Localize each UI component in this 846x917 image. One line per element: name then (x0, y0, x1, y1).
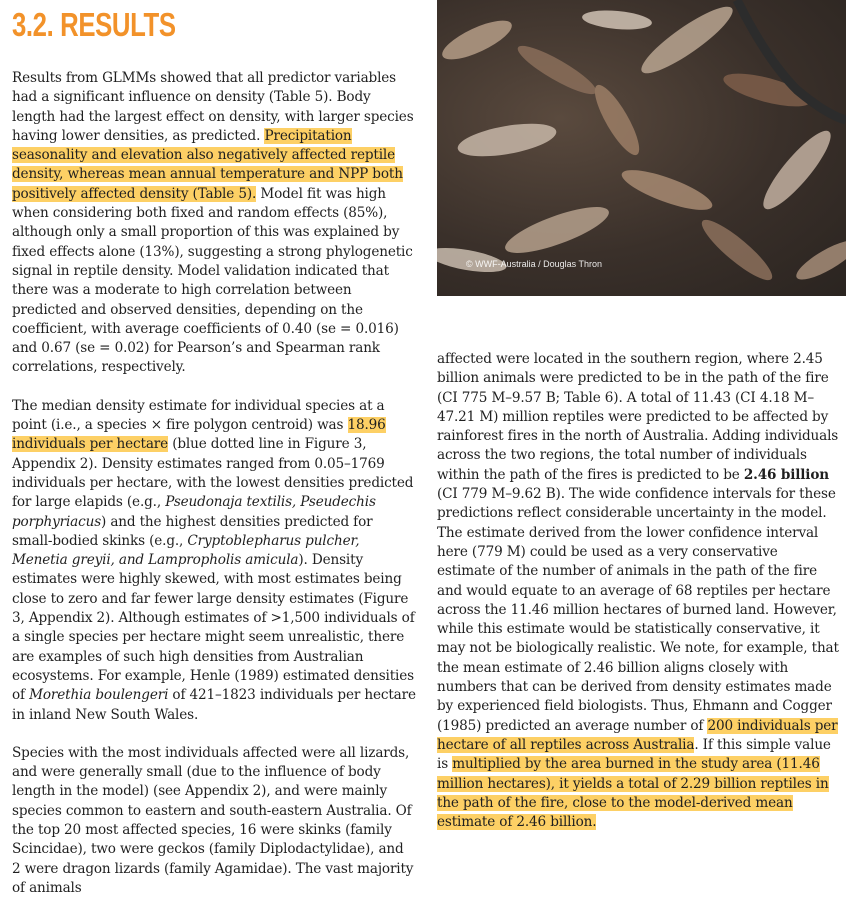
paragraph-regional-totals: affected were located in the southern region, where 2.45 billion animals were predicted to be in the path of the fire (CI 775 M–9.57 B; Table 6). A total of 11.43 (CI 4.18 M–47.21 M) million reptiles were predicted to be affected by rainforest fires in the north of Australia. Adding individuals across the two regions, the total number of individuals within the path of the fires is predicted to be 2.46 billion (CI 779 M–9.62 B). The wide confidence intervals for these predictions reflect considerable uncertainty in the model. The estimate derived from the lower confidence interval here (779 M) could be used as a very conservative estimate of the number of animals in the path of the fire and would equate to an average of 68 reptiles per hectare across the 11.46 million hectares of burned land. However, while this estimate would be statistically conservative, it may not be biologically realistic. We note, for example, that the mean estimate of 2.46 billion aligns closely with numbers that can be derived from density estimates made by experienced field biologists. Thus, Ehmann and Cogger (1985) predicted an average number of 200 individuals per hectare of all reptiles across Australia. If this simple value is multiplied by the area burned in the study area (11.46 million hectares), it yields a total of 2.29 billion reptiles in the path of the fire, close to the model-derived mean estimate of 2.46 billion. (437, 351, 839, 831)
paragraph-species-affected: Species with the most individuals affected were all lizards, and were generally small (due to the influence of body length in the model) (see Appendix 2), and were mainly species common to eastern and south-eastern Australia. Of the top 20 most affected species, 16 were skinks (family Scincidae), two were geckos (family Diplodactylidae), and 2 were dragon lizards (family Agamidae). The vast majority of animals (12, 744, 414, 896)
paragraph-density-estimates: The median density estimate for individual species at a point (i.e., a species × fire polygon centroid) was 18.96 individuals per hectare (blue dotted line in Figure 3, Appendix 2). Density estimates ranged from 0.05–1769 individuals per hectare, with the lowest densities predicted for large elapids (e.g., Pseudonaja textilis, Pseudechis porphyriacus) and the highest densities predicted for small-bodied skinks (e.g., Cryptoblepharus pulcher, Menetia greyii, and Lampropholis amicula). Density estimates were highly skewed, with most estimates being close to zero and far fewer large density estimates (Figure 3, Appendix 2). Although estimates of >1,500 individuals of a single species per hectare might seem unrealistic, there are examples of such high densities from Australian ecosystems. For example, Henle (1989) estimated densities of Morethia boulengeri of 421–1823 individuals per hectare in inland New South Wales. (12, 397, 416, 723)
right-column (437, 350, 839, 851)
section-heading: 3.2. RESULTS (12, 6, 176, 43)
highlight-text: 18.96 individuals per hectare (12, 417, 386, 453)
highlight-text: 200 individuals per hectare of all reptiles across Australia (437, 717, 838, 753)
photo-illustration (437, 0, 846, 296)
leaf-litter-photo (437, 0, 846, 296)
highlight-text: multiplied by the area burned in the study area (11.46 million hectares), it yields a total of 2.29 billion reptiles in the path of the fire, close to the model-derived mean estimate of 2.46 billion. (437, 756, 829, 831)
photo-credit: © WWF-Australia / Douglas Thron (466, 259, 603, 269)
paragraph-glmm-results: Results from GLMMs showed that all predictor variables had a significant influence on density (Table 5). Body length had the largest effect on density, with larger species having lower densities, as predicted. Precipitation seasonality and elevation also negatively affected reptile density, whereas mean annual temperature and NPP both positively affected density (Table 5). Model fit was high when considering both fixed and random effects (85%), although only a small proportion of this was explained by fixed effects alone (13%), suggesting a strong phylogenetic signal in reptile density. Model validation indicated that there was a moderate to high correlation between predicted and observed densities, depending on the coefficient, with average coefficients of 0.40 (se = 0.016) and 0.67 (se = 0.02) for Pearson’s and Spearman rank correlations, respectively. (12, 70, 414, 376)
left-column (12, 69, 416, 917)
highlight-text: Precipitation seasonality and elevation also negatively affected reptile density, whereas mean annual temperature and NPP both positively affected density (Table 5). (12, 127, 403, 202)
